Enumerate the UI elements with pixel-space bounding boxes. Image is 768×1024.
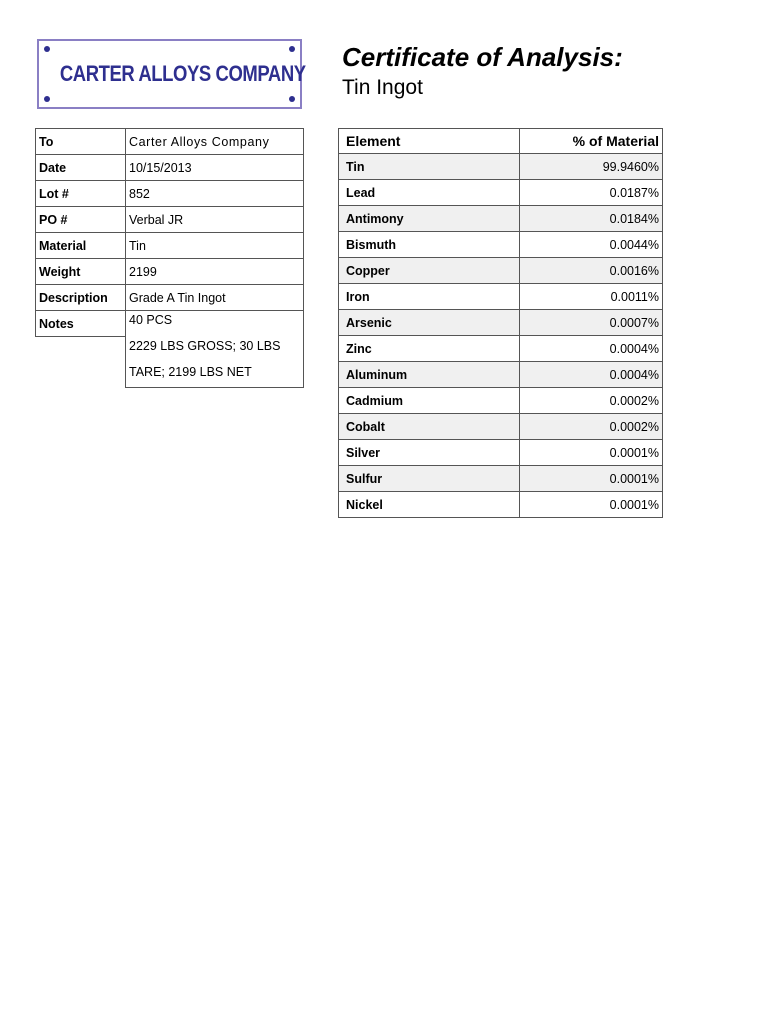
info-value: Verbal JR: [126, 207, 304, 233]
empty-cell: [36, 337, 126, 388]
percent-cell: 0.0001%: [520, 440, 663, 466]
element-cell: Nickel: [339, 492, 520, 518]
info-value: 2199: [126, 259, 304, 285]
percent-cell: 0.0184%: [520, 206, 663, 232]
percent-cell: 0.0004%: [520, 336, 663, 362]
percent-cell: 0.0001%: [520, 466, 663, 492]
company-logo: [37, 39, 306, 109]
percent-column-header: % of Material: [520, 129, 663, 154]
percent-cell: 0.0016%: [520, 258, 663, 284]
composition-header-row: [339, 129, 663, 154]
info-row-date: [36, 155, 304, 181]
logo-dot: [44, 46, 50, 52]
table-row: [339, 440, 663, 466]
info-label: Description: [36, 285, 126, 311]
info-label: To: [36, 129, 126, 155]
element-cell: Copper: [339, 258, 520, 284]
info-value: Tin: [126, 233, 304, 259]
element-cell: Zinc: [339, 336, 520, 362]
info-row-weight: [36, 259, 304, 285]
logo-dot: [289, 96, 295, 102]
info-label: Lot #: [36, 181, 126, 207]
info-label: Weight: [36, 259, 126, 285]
document-title: Certificate of Analysis:: [342, 42, 623, 72]
info-row-notes: [36, 311, 304, 337]
info-row-to: [36, 129, 304, 155]
element-cell: Arsenic: [339, 310, 520, 336]
table-row: [339, 336, 663, 362]
info-value: 10/15/2013: [126, 155, 304, 181]
table-row: [339, 206, 663, 232]
notes-line: 40 PCS: [129, 313, 173, 328]
info-row-po: [36, 207, 304, 233]
info-value: Grade A Tin Ingot: [126, 285, 304, 311]
table-row: [339, 310, 663, 336]
table-row: [339, 362, 663, 388]
percent-cell: 0.0004%: [520, 362, 663, 388]
info-value: 852: [126, 181, 304, 207]
info-label: Notes: [36, 311, 126, 337]
percent-cell: 0.0187%: [520, 180, 663, 206]
document-subtitle: Tin Ingot: [342, 76, 423, 99]
info-row-description: [36, 285, 304, 311]
element-cell: Aluminum: [339, 362, 520, 388]
element-cell: Silver: [339, 440, 520, 466]
info-row-lot: [36, 181, 304, 207]
element-cell: Bismuth: [339, 232, 520, 258]
info-label: PO #: [36, 207, 126, 233]
percent-cell: 0.0044%: [520, 232, 663, 258]
percent-cell: 0.0001%: [520, 492, 663, 518]
table-row: [339, 180, 663, 206]
element-cell: Cobalt: [339, 414, 520, 440]
percent-cell: 0.0002%: [520, 388, 663, 414]
element-cell: Sulfur: [339, 466, 520, 492]
logo-dot: [44, 96, 50, 102]
element-cell: Lead: [339, 180, 520, 206]
element-column-header: Element: [339, 129, 520, 154]
info-label: Material: [36, 233, 126, 259]
table-row: [339, 492, 663, 518]
element-cell: Cadmium: [339, 388, 520, 414]
table-row: [339, 154, 663, 180]
table-row: [339, 258, 663, 284]
table-row: [339, 414, 663, 440]
element-cell: Tin: [339, 154, 520, 180]
info-label: Date: [36, 155, 126, 181]
notes-line: TARE; 2199 LBS NET: [129, 364, 252, 379]
composition-table: [338, 128, 663, 518]
percent-cell: 99.9460%: [520, 154, 663, 180]
composition-body: [339, 154, 663, 518]
element-cell: Iron: [339, 284, 520, 310]
percent-cell: 0.0011%: [520, 284, 663, 310]
percent-cell: 0.0007%: [520, 310, 663, 336]
table-row: [339, 284, 663, 310]
logo-dot: [289, 46, 295, 52]
info-value: Carter Alloys Company: [126, 129, 304, 155]
table-row: [339, 388, 663, 414]
order-info-table: [35, 128, 304, 388]
info-notes-value: [126, 311, 304, 388]
element-cell: Antimony: [339, 206, 520, 232]
info-row-material: [36, 233, 304, 259]
table-row: [339, 466, 663, 492]
notes-line: 2229 LBS GROSS; 30 LBS: [129, 339, 281, 354]
logo-text: CARTER ALLOYS COMPANY: [59, 61, 306, 86]
table-row: [339, 232, 663, 258]
percent-cell: 0.0002%: [520, 414, 663, 440]
